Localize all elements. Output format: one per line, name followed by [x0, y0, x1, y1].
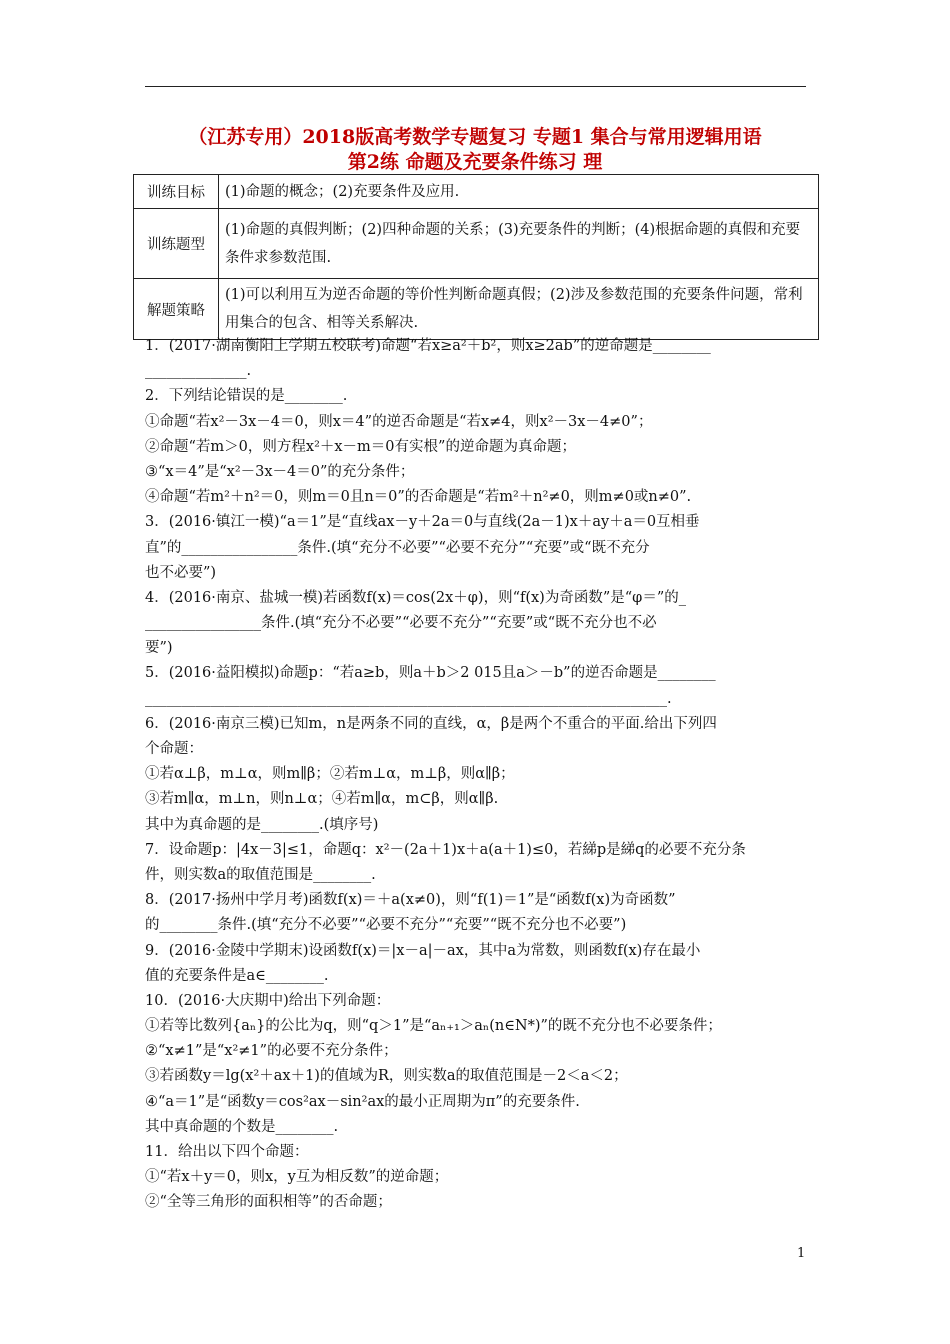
text-line: ③若m∥α，m⊥n，则n⊥α；④若m∥α，m⊂β，则α∥β.: [145, 791, 499, 808]
document-title-line1: （江苏专用）2018版高考数学专题复习 专题1 集合与常用逻辑用语: [188, 126, 762, 148]
text-line: ________________________________________________________________________.: [145, 690, 672, 707]
text-line: 1．(2017·湖南衡阳上学期五校联考)命题“若x≥a²＋b²，则x≥2ab”的逆命题是________: [145, 338, 711, 354]
text-line: 直”的________________条件.(填“充分不必要”“必要不充分”“充要”或“既不充分: [145, 539, 650, 556]
text-line: 8．(2017·扬州中学月考)函数f(x)＝＋a(x≠0)，则“f(1)＝1”是“函数f(x)为奇函数”: [145, 892, 676, 909]
header-rule: [145, 86, 806, 87]
row-text: (1)可以利用互为逆否命题的等价性判断命题真假；(2)涉及参数范围的充要条件问题，常利用集合的包含、相等关系解决.: [219, 279, 819, 340]
training-info-table: [133, 174, 819, 340]
questions-body: [145, 334, 807, 1216]
text-line: ④命题“若m²＋n²＝0，则m＝0且n＝0”的否命题是“若m²＋n²≠0，则m≠0或n≠0”.: [145, 489, 692, 506]
row-text: (1)命题的真假判断；(2)四种命题的关系；(3)充要条件的判断；(4)根据命题的真假和充要条件求参数范围.: [219, 209, 819, 279]
page-number: 1: [797, 1246, 806, 1261]
document-title-line2: 第2练 命题及充要条件练习 理: [347, 151, 603, 173]
text-line: ①“若x＋y＝0，则x，y互为相反数”的逆命题；: [145, 1169, 449, 1186]
text-line: 也不必要”): [145, 564, 217, 581]
text-line: ③若函数y＝lg(x²＋ax＋1)的值域为R，则实数a的取值范围是－2＜a＜2；: [145, 1068, 628, 1085]
text-line: ②命题“若m＞0，则方程x²＋x－m＝0有实根”的逆命题为真命题；: [145, 438, 576, 455]
text-line: 3．(2016·镇江一模)“a＝1”是“直线ax－y＋2a＝0与直线(2a－1)x＋ay＋a＝0互相垂: [145, 514, 700, 531]
text-line: 要”): [145, 640, 173, 657]
row-text: (1)命题的概念；(2)充要条件及应用.: [219, 175, 819, 209]
text-line: 个命题：: [145, 741, 203, 757]
row-label: 训练目标: [134, 175, 219, 209]
text-line: 其中真命题的个数是________.: [145, 1118, 339, 1135]
text-line: 10．(2016·大庆期中)给出下列命题：: [145, 992, 391, 1009]
text-line: ①若等比数列{aₙ}的公比为q，则“q＞1”是“aₙ₊₁＞aₙ(n∈N*)”的既不充分也不必要条件；: [145, 1018, 722, 1035]
text-line: 的________条件.(填“充分不必要”“必要不充分”“充要”“既不充分也不必要”): [145, 917, 627, 934]
text-line: ②“全等三角形的面积相等”的否命题；: [145, 1194, 392, 1211]
table-row: [134, 279, 819, 340]
row-label: 解题策略: [134, 279, 219, 340]
table-row: [134, 209, 819, 279]
text-line: 值的充要条件是a∈________.: [145, 967, 329, 984]
text-line: 6．(2016·南京三模)已知m，n是两条不同的直线，α，β是两个不重合的平面.给出下列四: [145, 715, 717, 732]
text-line: ________________条件.(填“充分不必要”“必要不充分”“充要”或“既不充分也不必: [145, 615, 657, 632]
text-line: ②“x≠1”是“x²≠1”的必要不充分条件；: [145, 1043, 398, 1060]
row-label: 训练题型: [134, 209, 219, 279]
text-line: ④“a＝1”是“函数y＝cos²ax－sin²ax的最小正周期为π”的充要条件.: [145, 1093, 580, 1110]
text-line: ①命题“若x²－3x－4＝0，则x＝4”的逆否命题是“若x≠4，则x²－3x－4≠0”；: [145, 413, 653, 430]
text-line: 9．(2016·金陵中学期末)设函数f(x)＝|x－a|－ax，其中a为常数，则函数f(x)存在最小: [145, 942, 701, 959]
text-line: ______________.: [145, 363, 252, 380]
text-line: 件，则实数a的取值范围是________.: [145, 866, 376, 883]
text-line: 7．设命题p：|4x－3|≤1，命题q：x²－(2a＋1)x＋a(a＋1)≤0，若綈p是綈q的必要不充分条: [145, 841, 746, 858]
table-row: [134, 175, 819, 209]
text-line: 11．给出以下四个命题：: [145, 1144, 309, 1160]
text-line: ③“x＝4”是“x²－3x－4＝0”的充分条件；: [145, 463, 415, 480]
text-line: 5．(2016·益阳模拟)命题p：“若a≥b，则a＋b＞2 015且a＞－b”的逆否命题是________: [145, 665, 716, 682]
text-line: 2．下列结论错误的是________.: [145, 388, 348, 405]
text-line: ①若α⊥β，m⊥α，则m∥β；②若m⊥α，m⊥β，则α∥β；: [145, 766, 515, 783]
text-line: 4．(2016·南京、盐城一模)若函数f(x)＝cos(2x＋φ)，则“f(x)为奇函数”是“φ＝”的_: [145, 589, 686, 606]
text-line: 其中为真命题的是________.(填序号): [145, 816, 379, 833]
